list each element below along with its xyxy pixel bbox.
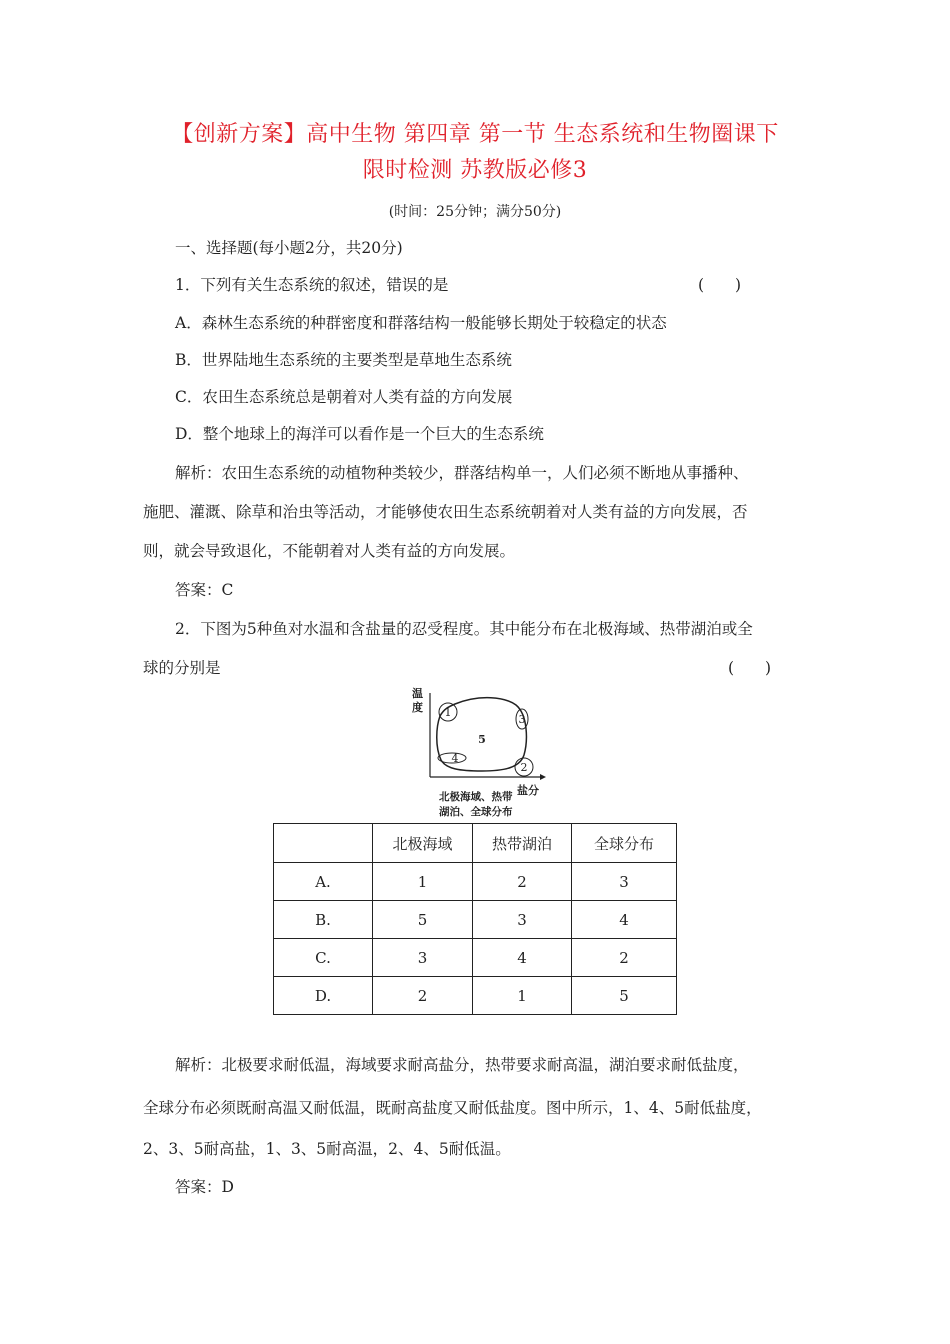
- title-line-1: 【创新方案】高中生物 第四章 第一节 生态系统和生物圈课下: [171, 122, 779, 147]
- q2-explanation-line-2: 全球分布必须既耐高温又耐低温，既耐高盐度又耐低盐度。图中所示，1、4、5耐低盐度，: [143, 1099, 762, 1117]
- table-cell: 2: [473, 863, 572, 901]
- x-axis-label: 盐分: [517, 784, 539, 797]
- y-axis-label-1: 温: [412, 687, 423, 700]
- table-cell: 5: [373, 901, 473, 939]
- q1-answer: 答案：C: [175, 581, 234, 599]
- table-cell: 3: [572, 863, 677, 901]
- table-cell: 3: [473, 901, 572, 939]
- table-cell: 4: [473, 939, 572, 977]
- table-cell: 4: [572, 901, 677, 939]
- q1-option-a: A．森林生态系统的种群密度和群落结构一般能够长期处于较稳定的状态: [175, 314, 667, 332]
- table-cell: 1: [373, 863, 473, 901]
- section-heading: 一、选择题(每小题2分，共20分): [175, 239, 403, 257]
- table-cell: 3: [373, 939, 473, 977]
- table-header-cell: 北极海域: [373, 824, 473, 863]
- y-axis-label-2: 度: [412, 701, 423, 714]
- q2-bracket: ( ): [728, 659, 772, 677]
- q1-option-b: B．世界陆地生态系统的主要类型是草地生态系统: [175, 351, 512, 369]
- table-cell: 2: [373, 977, 473, 1015]
- q2-explanation-line-3: 2、3、5耐高盐，1、3、5耐高温，2、4、5耐低温。: [143, 1140, 511, 1158]
- subtitle: (时间：25分钟；满分50分): [388, 204, 562, 220]
- label-4: 4: [451, 752, 459, 765]
- label-5: 5: [478, 733, 486, 746]
- label-1: 1: [444, 706, 452, 719]
- q2-stem-line-2: 球的分别是: [143, 659, 221, 677]
- table-cell: 1: [473, 977, 572, 1015]
- q1-explanation-line-3: 则，就会导致退化，不能朝着对人类有益的方向发展。: [143, 542, 516, 560]
- table-header-cell: [274, 824, 373, 863]
- label-2: 2: [520, 761, 528, 774]
- q2-explanation-line-1: 解析：北极要求耐低温，海域要求耐高盐分，热带要求耐高温，湖泊要求耐低盐度，: [175, 1056, 749, 1074]
- q1-stem: 1．下列有关生态系统的叙述，错误的是: [175, 276, 449, 294]
- table-row: [274, 863, 677, 901]
- table-row: [274, 901, 677, 939]
- q1-bracket: ( ): [698, 276, 742, 294]
- tolerance-diagram: [410, 683, 550, 823]
- table-cell: C.: [274, 939, 373, 977]
- table-cell: B.: [274, 901, 373, 939]
- table-header-cell: 全球分布: [572, 824, 677, 863]
- figure-caption-line-1: 北极海域、热带: [439, 791, 513, 803]
- table-row: [274, 939, 677, 977]
- table-header-row: [274, 824, 677, 863]
- answer-table: [273, 823, 677, 1015]
- table-cell: 2: [572, 939, 677, 977]
- q1-option-c: C．农田生态系统总是朝着对人类有益的方向发展: [175, 388, 513, 406]
- q2-stem-line-1: 2．下图为5种鱼对水温和含盐量的忍受程度。其中能分布在北极海域、热带湖泊或全: [175, 620, 753, 638]
- title-line-2: 限时检测 苏教版必修3: [362, 158, 588, 183]
- table-header-cell: 热带湖泊: [473, 824, 572, 863]
- figure-caption-line-2: 湖泊、全球分布: [439, 806, 513, 818]
- q2-answer: 答案：D: [175, 1178, 234, 1196]
- table-cell: 5: [572, 977, 677, 1015]
- table-cell: A.: [274, 863, 373, 901]
- label-3: 3: [518, 713, 526, 726]
- q1-explanation-line-1: 解析：农田生态系统的动植物种类较少，群落结构单一，人们必须不断地从事播种、: [175, 464, 749, 482]
- x-axis-arrow: [540, 774, 546, 780]
- q1-explanation-line-2: 施肥、灌溉、除草和治虫等活动，才能够使农田生态系统朝着对人类有益的方向发展，否: [143, 503, 748, 521]
- table-row: [274, 977, 677, 1015]
- q1-option-d: D．整个地球上的海洋可以看作是一个巨大的生态系统: [175, 425, 544, 443]
- table-cell: D.: [274, 977, 373, 1015]
